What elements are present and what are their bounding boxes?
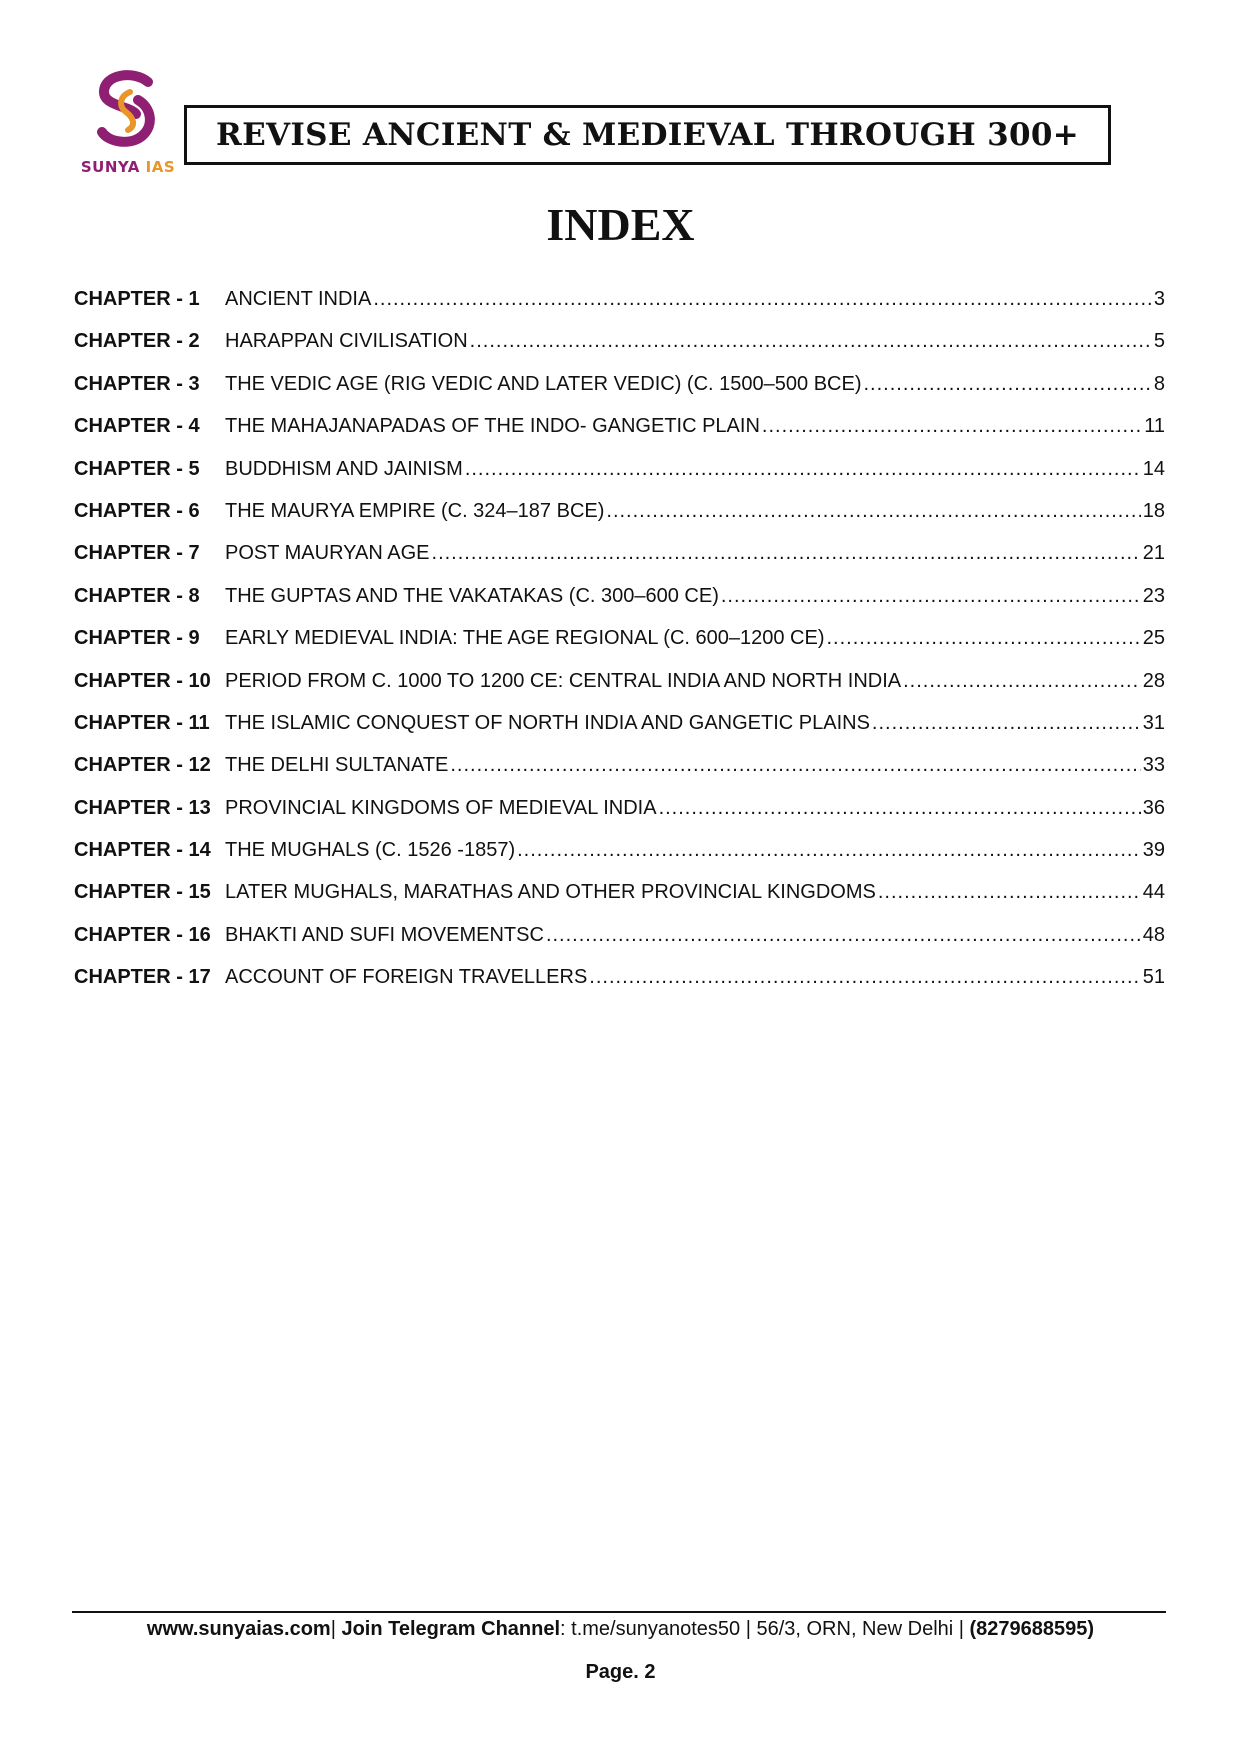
toc-leader-dots (863, 373, 1151, 396)
toc-page-number: 33 (1142, 754, 1165, 777)
toc-chapter-label: CHAPTER - 17 (74, 966, 211, 989)
toc-entry[interactable] (74, 585, 1165, 627)
footer-divider (72, 1611, 1166, 1613)
toc-leader-dots (546, 924, 1141, 947)
toc-page-number: 23 (1142, 584, 1165, 607)
sunya-ias-logo (78, 70, 178, 180)
toc-chapter-label: CHAPTER - 3 (74, 372, 200, 395)
toc-leader-dots (432, 542, 1141, 565)
header-banner (184, 105, 1111, 165)
toc-chapter-title: POST MAURYAN AGE (225, 542, 430, 565)
toc-chapter-title: THE MUGHALS (C. 1526 -1857) (225, 839, 516, 862)
logo-text-ias: IAS (145, 158, 176, 176)
toc-entry[interactable] (74, 881, 1165, 923)
toc-chapter-title: ACCOUNT OF FOREIGN TRAVELLERS (225, 966, 588, 989)
toc-leader-dots (826, 627, 1140, 650)
table-of-contents (74, 288, 1165, 1009)
toc-entry[interactable] (74, 924, 1165, 966)
footer-phone: (8279688595) (969, 1618, 1095, 1640)
toc-page-number: 3 (1153, 288, 1165, 310)
toc-page-number: 51 (1142, 966, 1165, 989)
toc-chapter-title: LATER MUGHALS, MARATHAS AND OTHER PROVINCIAL KINGDOMS (225, 881, 876, 904)
toc-chapter-label: CHAPTER - 9 (74, 627, 200, 650)
toc-chapter-label: CHAPTER - 12 (74, 754, 211, 777)
toc-page-number: 31 (1142, 711, 1165, 734)
toc-entry[interactable] (74, 415, 1165, 457)
toc-chapter-label: CHAPTER - 5 (74, 457, 200, 480)
toc-entry[interactable] (74, 627, 1165, 669)
toc-chapter-label: CHAPTER - 15 (74, 881, 211, 904)
toc-chapter-title: BUDDHISM AND JAINISM (225, 457, 463, 480)
toc-page-number: 44 (1142, 881, 1165, 904)
toc-chapter-label: CHAPTER - 14 (74, 839, 211, 862)
toc-leader-dots (373, 288, 1152, 311)
toc-entry[interactable] (74, 458, 1165, 500)
logo-text-sunya: SUNYA (80, 158, 140, 176)
footer-telegram-address: : t.me/sunyanotes50 | 56/3, ORN, New Delhi | (560, 1618, 970, 1640)
toc-entry[interactable] (74, 288, 1165, 330)
toc-chapter-label: CHAPTER - 7 (74, 542, 200, 565)
toc-chapter-title: EARLY MEDIEVAL INDIA: THE AGE REGIONAL (C. 600–1200 CE) (225, 627, 825, 650)
toc-leader-dots (878, 881, 1141, 904)
toc-leader-dots (450, 754, 1140, 777)
toc-chapter-title: THE ISLAMIC CONQUEST OF NORTH INDIA AND GANGETIC PLAINS (225, 711, 870, 734)
toc-leader-dots (762, 415, 1142, 438)
toc-chapter-label: CHAPTER - 11 (74, 711, 210, 734)
toc-page-number: 8 (1153, 372, 1165, 395)
toc-chapter-title: THE GUPTAS AND THE VAKATAKAS (C. 300–600 CE) (225, 584, 719, 607)
page-title: INDEX (546, 199, 695, 250)
toc-leader-dots (606, 500, 1140, 523)
toc-chapter-label: CHAPTER - 16 (74, 923, 211, 946)
toc-entry[interactable] (74, 966, 1165, 1008)
toc-leader-dots (470, 330, 1152, 353)
toc-chapter-title: ANCIENT INDIA (225, 288, 372, 310)
footer-contact-line (0, 1618, 1241, 1641)
toc-page-number: 18 (1142, 499, 1165, 522)
toc-page-number: 36 (1142, 796, 1165, 819)
toc-entry[interactable] (74, 542, 1165, 584)
toc-entry[interactable] (74, 330, 1165, 372)
toc-page-number: 48 (1142, 923, 1165, 946)
toc-leader-dots (903, 670, 1141, 693)
footer-telegram-label: Join Telegram Channel (341, 1618, 561, 1640)
toc-leader-dots (517, 839, 1141, 862)
toc-leader-dots (721, 585, 1141, 608)
toc-page-number: 39 (1142, 839, 1165, 862)
footer-separator: | (330, 1618, 342, 1640)
toc-chapter-title: PERIOD FROM C. 1000 TO 1200 CE: CENTRAL INDIA AND NORTH INDIA (225, 669, 902, 692)
toc-entry[interactable] (74, 670, 1165, 712)
toc-leader-dots (872, 712, 1141, 735)
toc-chapter-title: HARAPPAN CIVILISATION (225, 330, 468, 353)
toc-entry[interactable] (74, 797, 1165, 839)
footer-website: www.sunyaias.com (146, 1618, 331, 1640)
sunya-s-logo-icon (90, 70, 166, 152)
toc-page-number: 21 (1142, 542, 1165, 565)
header-banner-text: REVISE ANCIENT & MEDIEVAL THROUGH 300+ (216, 117, 1079, 153)
toc-chapter-title: THE DELHI SULTANATE (225, 754, 449, 777)
toc-chapter-label: CHAPTER - 2 (74, 330, 200, 353)
page-number: Page. 2 (585, 1661, 656, 1683)
toc-chapter-title: THE VEDIC AGE (RIG VEDIC AND LATER VEDIC) (C. 1500–500 BCE) (225, 372, 862, 395)
logo-wordmark (78, 158, 178, 176)
toc-entry[interactable] (74, 500, 1165, 542)
toc-entry[interactable] (74, 754, 1165, 796)
toc-chapter-label: CHAPTER - 1 (74, 288, 200, 310)
toc-chapter-title: PROVINCIAL KINGDOMS OF MEDIEVAL INDIA (225, 796, 657, 819)
toc-page-number: 14 (1142, 457, 1165, 480)
toc-page-number: 28 (1142, 669, 1165, 692)
toc-chapter-label: CHAPTER - 4 (74, 415, 200, 438)
toc-leader-dots (659, 797, 1141, 820)
toc-page-number: 5 (1153, 330, 1165, 353)
toc-leader-dots (465, 458, 1141, 481)
toc-entry[interactable] (74, 373, 1165, 415)
toc-page-number: 11 (1144, 415, 1165, 438)
toc-chapter-label: CHAPTER - 10 (74, 669, 211, 692)
toc-chapter-label: CHAPTER - 8 (74, 584, 200, 607)
toc-leader-dots (589, 966, 1140, 989)
toc-chapter-title: THE MAURYA EMPIRE (C. 324–187 BCE) (225, 499, 605, 522)
toc-entry[interactable] (74, 712, 1165, 754)
toc-page-number: 25 (1142, 627, 1165, 650)
toc-entry[interactable] (74, 839, 1165, 881)
toc-chapter-label: CHAPTER - 6 (74, 499, 200, 522)
toc-chapter-label: CHAPTER - 13 (74, 796, 211, 819)
toc-chapter-title: THE MAHAJANAPADAS OF THE INDO- GANGETIC PLAIN (225, 415, 760, 438)
toc-chapter-title: BHAKTI AND SUFI MOVEMENTSC (225, 923, 544, 946)
